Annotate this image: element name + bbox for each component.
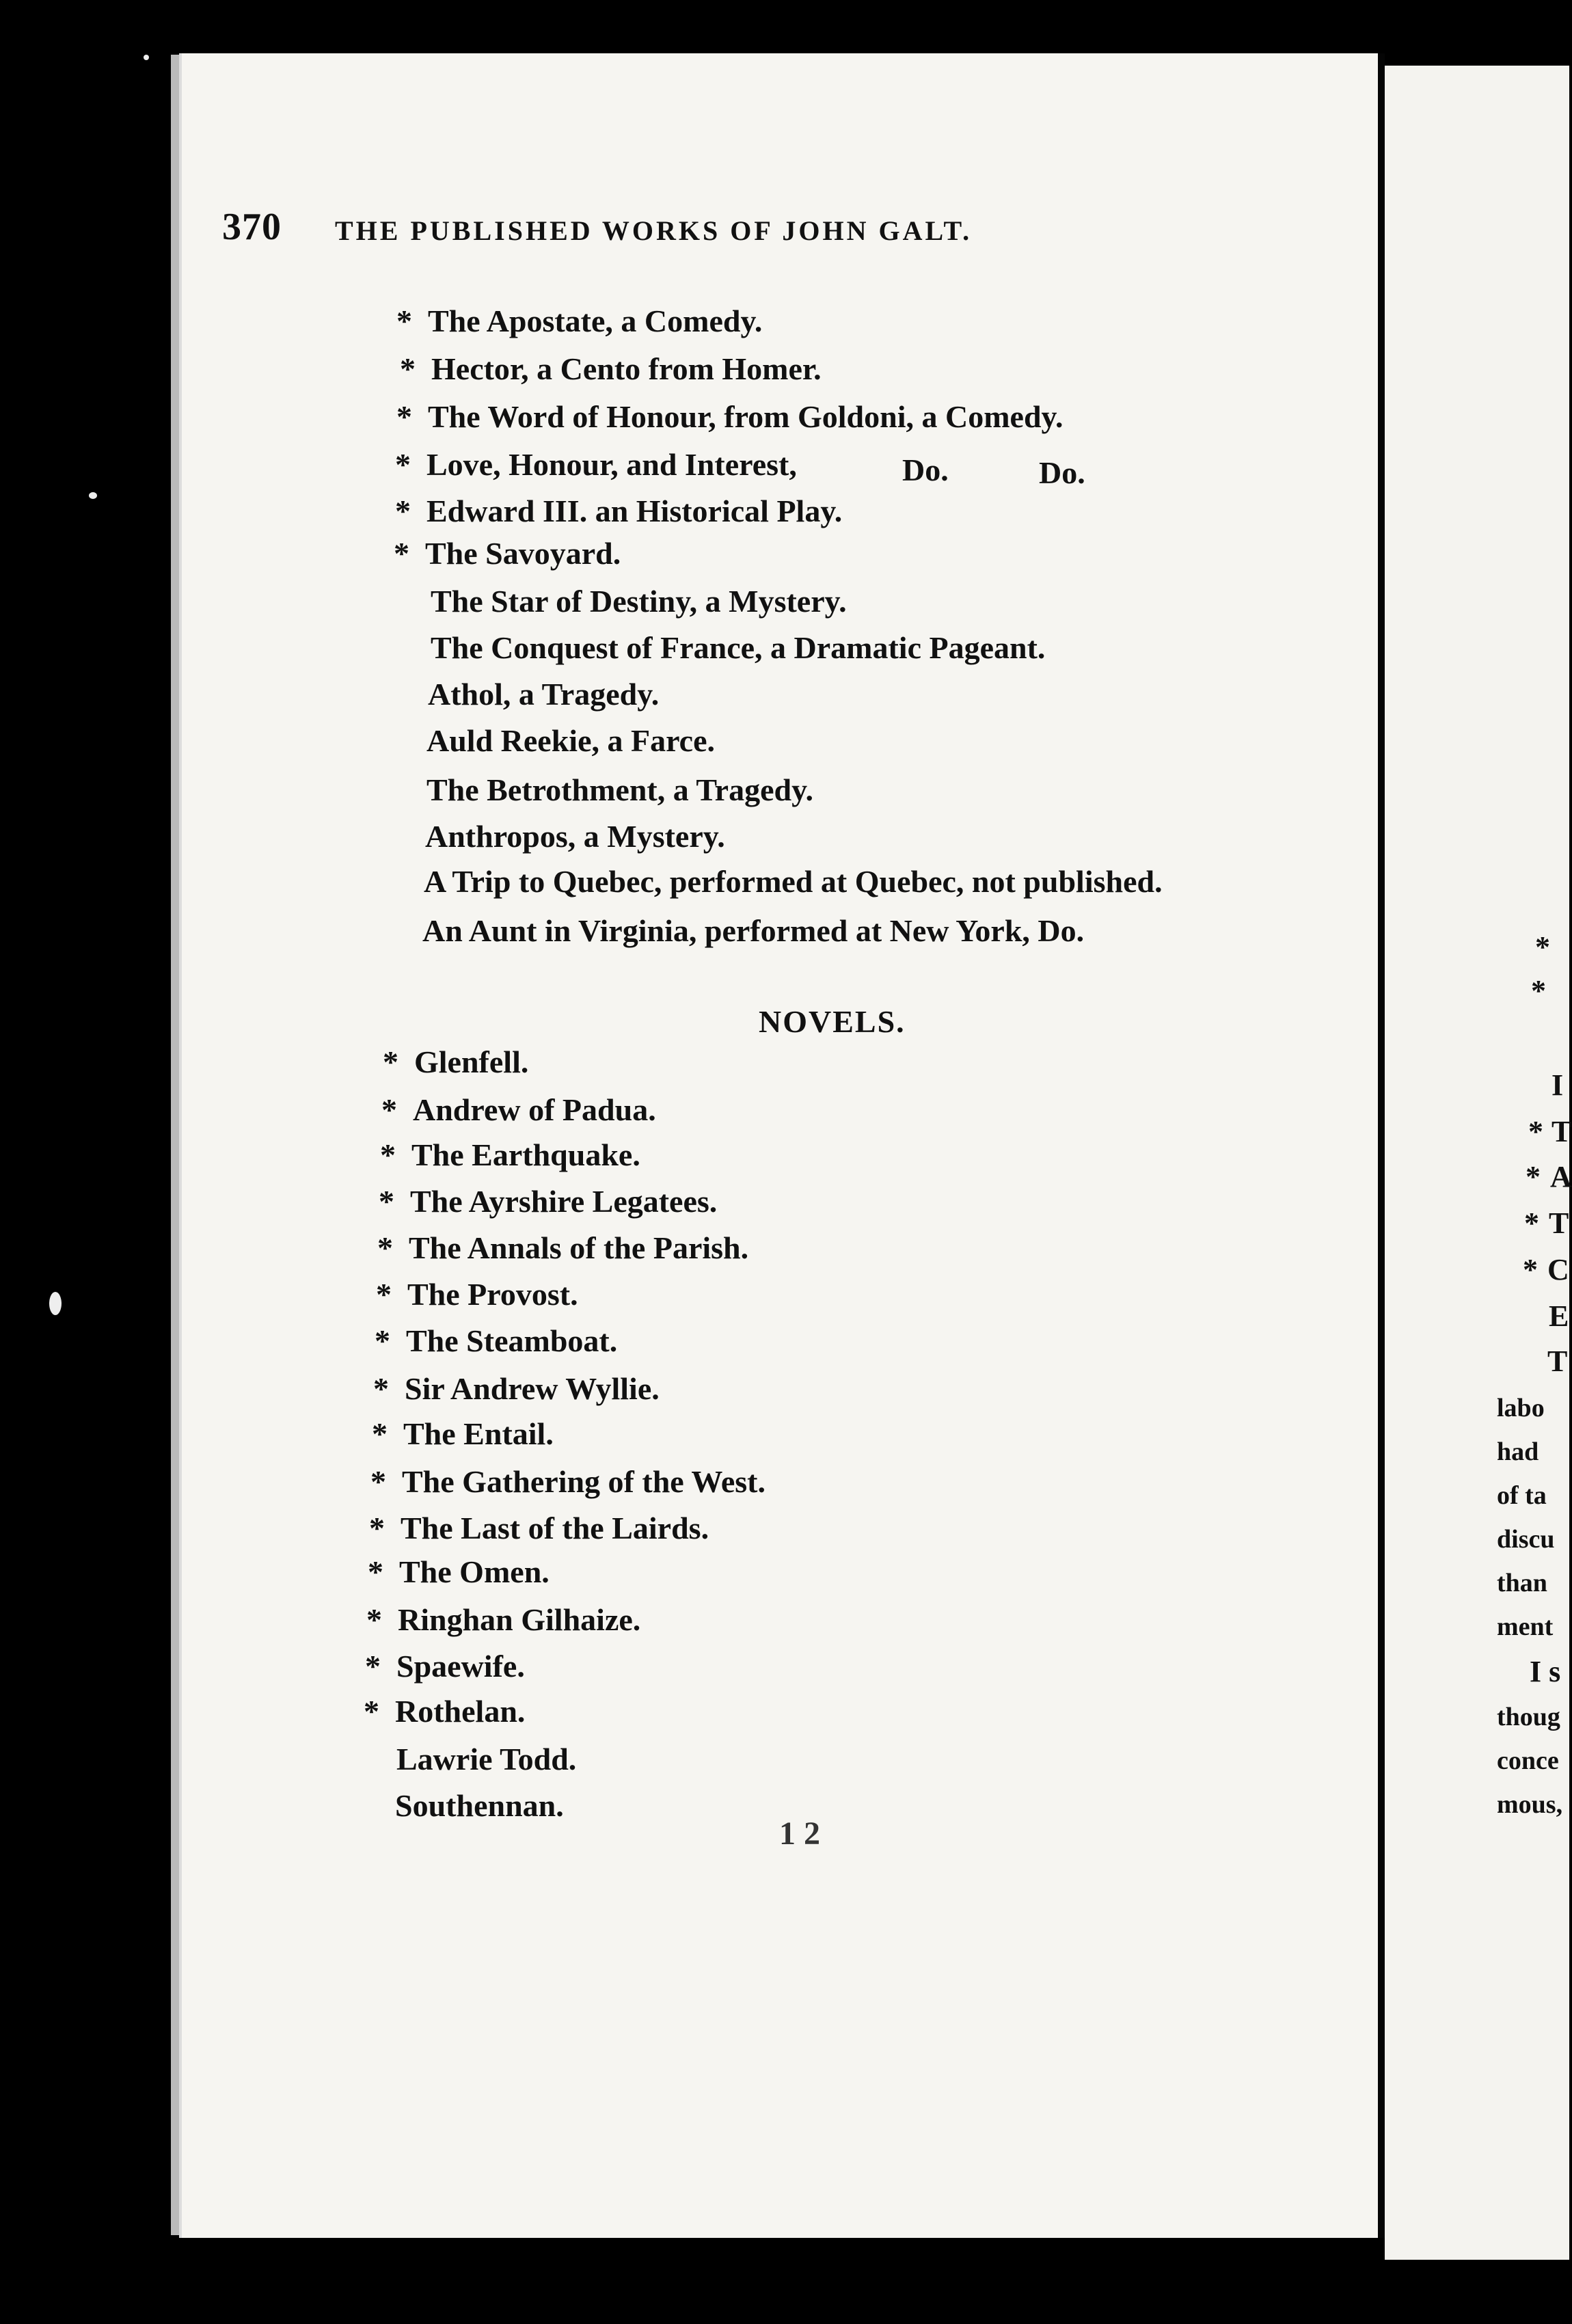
entry-title: The Savoyard. (425, 536, 621, 571)
asterisk-mark: * (368, 1554, 383, 1589)
entry-title: Rothelan. (395, 1694, 526, 1729)
entry-title: Love, Honour, and Interest, (426, 447, 797, 482)
entry-title: Southennan. (395, 1788, 564, 1823)
list-item (431, 582, 847, 621)
right-page-line: of ta (1497, 1481, 1547, 1510)
right-page-line: than (1497, 1569, 1547, 1597)
list-item (425, 818, 725, 856)
entry-title: The Apostate, a Comedy. (428, 303, 763, 338)
list-item (426, 771, 813, 809)
entry-title: The Steamboat. (406, 1323, 618, 1358)
entry-title: Auld Reekie, a Farce. (426, 723, 716, 758)
list-item (380, 1136, 640, 1174)
page-edge (171, 55, 179, 2235)
asterisk-mark: * (396, 303, 412, 338)
ditto-mark: Do. (902, 452, 949, 487)
right-page-letter: T (1547, 1345, 1568, 1378)
list-item (422, 912, 1084, 950)
list-item (368, 1553, 550, 1591)
list-item (365, 1647, 525, 1686)
entry-title: The Betrothment, a Tragedy. (426, 772, 814, 807)
entry-title: The Star of Destiny, a Mystery. (431, 584, 847, 619)
list-item (376, 1275, 578, 1314)
right-page (1385, 66, 1572, 2260)
list-item (366, 1601, 640, 1639)
entry-title: The Last of the Lairds. (401, 1511, 709, 1545)
entry-title: Spaewife. (396, 1649, 525, 1684)
asterisk-mark: * (376, 1277, 392, 1312)
signature-mark: 1 2 (779, 1815, 820, 1852)
list-item (395, 1787, 564, 1825)
right-page-letter: E (1549, 1299, 1569, 1333)
list-item (426, 722, 715, 760)
list-item (379, 1183, 717, 1221)
list-item (428, 675, 659, 714)
right-page-letter: T (1551, 1115, 1572, 1148)
right-page-line: labo (1497, 1394, 1545, 1422)
entry-title: Andrew of Padua. (413, 1092, 656, 1127)
asterisk-mark: * (377, 1230, 393, 1265)
entry-title: The Word of Honour, from Goldoni, a Comedy. (428, 399, 1063, 434)
entry-title: The Gathering of the West. (402, 1464, 765, 1499)
asterisk-mark: * (381, 1092, 397, 1127)
entry-title: Anthropos, a Mystery. (425, 819, 725, 854)
right-page-line: mous, (1497, 1790, 1563, 1819)
entry-title: The Earthquake. (411, 1137, 640, 1172)
scan-speck (49, 1292, 62, 1315)
list-item (370, 1463, 765, 1501)
entry-title: Edward III. an Historical Play. (426, 494, 843, 528)
right-page-line: I s (1530, 1655, 1561, 1688)
entry-title: An Aunt in Virginia, performed at New York, Do. (422, 913, 1085, 948)
gutter (1378, 53, 1385, 2238)
asterisk-mark: * (394, 536, 409, 571)
entry-title: Lawrie Todd. (396, 1742, 577, 1776)
entry-title: The Ayrshire Legatees. (410, 1184, 718, 1219)
asterisk-mark: * (395, 494, 411, 528)
right-page-asterisk: * (1528, 1115, 1543, 1148)
page-number: 370 (222, 206, 282, 248)
list-item (396, 302, 762, 340)
entry-title: Ringhan Gilhaize. (398, 1602, 641, 1637)
entry-title: The Entail. (403, 1416, 554, 1451)
entry-title: The Annals of the Parish. (409, 1230, 749, 1265)
right-page-asterisk: * (1535, 930, 1550, 964)
list-item (396, 1740, 576, 1779)
entry-title: The Conquest of France, a Dramatic Pageant. (431, 630, 1046, 665)
right-page-letter: C (1547, 1253, 1569, 1286)
list-item (395, 492, 842, 530)
right-page-asterisk: * (1524, 1206, 1539, 1240)
asterisk-mark: * (375, 1323, 390, 1358)
asterisk-mark: * (365, 1649, 381, 1684)
running-head (222, 205, 1206, 260)
list-item (375, 1322, 617, 1360)
right-page-letter: T (1549, 1206, 1569, 1240)
list-item (373, 1370, 660, 1408)
list-item (394, 535, 621, 573)
entry-title: The Omen. (399, 1554, 550, 1589)
asterisk-mark: * (369, 1511, 385, 1545)
list-item (400, 350, 822, 388)
asterisk-mark: * (370, 1464, 386, 1499)
scan-speck (144, 55, 149, 60)
right-page-asterisk: * (1531, 974, 1546, 1008)
list-item (381, 1091, 656, 1129)
right-page-asterisk: * (1526, 1160, 1541, 1193)
list-item (424, 863, 1163, 901)
list-item (431, 629, 1045, 667)
scan-speck (89, 492, 97, 499)
list-item (372, 1415, 554, 1453)
right-page-line: ment (1497, 1612, 1554, 1641)
entry-title: Hector, a Cento from Homer. (431, 351, 822, 386)
asterisk-mark: * (366, 1602, 382, 1637)
entry-title: Sir Andrew Wyllie. (405, 1371, 660, 1406)
asterisk-mark: * (395, 447, 411, 482)
right-page-letter: I (1551, 1068, 1564, 1102)
asterisk-mark: * (373, 1371, 389, 1406)
entry-title: Athol, a Tragedy. (428, 677, 660, 712)
right-page-line: thoug (1497, 1703, 1560, 1731)
ditto-mark: Do. (1039, 455, 1085, 490)
section-heading-novels: NOVELS. (759, 1004, 906, 1039)
list-item (369, 1509, 709, 1548)
list-item (377, 1229, 748, 1267)
entry-title: A Trip to Quebec, performed at Quebec, not published. (424, 864, 1163, 899)
list-item (395, 446, 797, 484)
list-item (383, 1043, 528, 1081)
list-item (364, 1692, 525, 1731)
entry-title: Glenfell. (414, 1044, 529, 1079)
page-title: THE PUBLISHED WORKS OF JOHN GALT. (335, 215, 973, 246)
asterisk-mark: * (396, 399, 412, 434)
right-page-line: had (1497, 1437, 1539, 1466)
right-page-letter: A (1550, 1160, 1572, 1193)
asterisk-mark: * (364, 1694, 379, 1729)
right-page-line: discu (1497, 1525, 1555, 1554)
right-page-line: conce (1497, 1746, 1559, 1775)
asterisk-mark: * (380, 1137, 396, 1172)
asterisk-mark: * (400, 351, 416, 386)
asterisk-mark: * (383, 1044, 398, 1079)
asterisk-mark: * (379, 1184, 394, 1219)
right-page-asterisk: * (1523, 1253, 1538, 1286)
asterisk-mark: * (372, 1416, 388, 1451)
entry-title: The Provost. (407, 1277, 578, 1312)
list-item (396, 398, 1063, 436)
